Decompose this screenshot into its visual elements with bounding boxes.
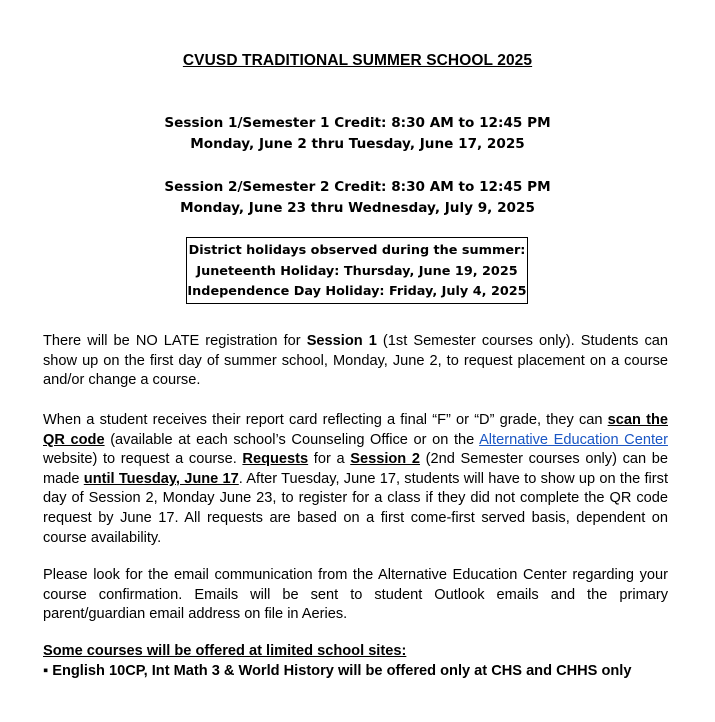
paragraph-line: day of Session 2, Monday June 23, to register for a class if they did not complete the QR code bbox=[43, 490, 668, 507]
bullet-icon: ▪ bbox=[43, 663, 49, 679]
deadline-emphasis: until Tuesday, June 17 bbox=[83, 470, 239, 487]
late-registration-paragraph bbox=[43, 332, 668, 391]
paragraph-line: There will be NO LATE registration for Session 1 (1st Semester courses only). Students can bbox=[43, 333, 669, 349]
requests-emphasis: Requests bbox=[242, 451, 309, 468]
paragraph-line: QR code (available at each school’s Counseling Office or on the Alternative Education Center bbox=[43, 431, 668, 448]
qr-request-paragraph bbox=[43, 411, 668, 548]
holidays-box bbox=[186, 237, 528, 304]
paragraph-line: parent/guardian email address on file in Aeries. bbox=[43, 606, 348, 623]
email-confirmation-paragraph bbox=[43, 566, 668, 625]
session-1-time: Session 1/Semester 1 Credit: 8:30 AM to 12:45 PM bbox=[164, 115, 551, 131]
paragraph-line: course availability. bbox=[43, 529, 162, 546]
alternative-education-center-link[interactable]: Alternative Education Center bbox=[479, 431, 668, 448]
limited-sites-heading: Some courses will be offered at limited school sites: bbox=[43, 643, 407, 659]
independence-day-holiday: Independence Day Holiday: Friday, July 4, 2025 bbox=[187, 284, 527, 299]
session-2-time: Session 2/Semester 2 Credit: 8:30 AM to 12:45 PM bbox=[164, 179, 551, 195]
session-2-dates: Monday, June 23 thru Wednesday, July 9, 2025 bbox=[180, 200, 535, 216]
page-title: CVUSD TRADITIONAL SUMMER SCHOOL 2025 bbox=[182, 52, 533, 69]
paragraph-line: request by June 17. All requests are based on a first come-first served basis, dependent on bbox=[43, 509, 668, 526]
paragraph-line: and/or change a course. bbox=[43, 372, 201, 389]
session-2-block bbox=[0, 177, 715, 219]
juneteenth-holiday: Juneteenth Holiday: Thursday, June 19, 2025 bbox=[196, 263, 518, 279]
limited-sites-list-item: ▪ English 10CP, Int Math 3 & World History will be offered only at CHS and CHHS only bbox=[43, 663, 632, 679]
session-2-emphasis: Session 2 bbox=[350, 451, 420, 468]
paragraph-line: website) to request a course. Requests for a Session 2 (2nd Semester courses only) can be bbox=[43, 451, 669, 468]
scan-the-emphasis: scan the bbox=[607, 412, 668, 428]
paragraph-line: made until Tuesday, June 17. After Tuesday, June 17, students will have to show up on the first bbox=[43, 470, 668, 487]
qr-code-emphasis: QR code bbox=[43, 431, 105, 448]
session-1-block bbox=[0, 113, 715, 155]
paragraph-line: When a student receives their report card reflecting a final “F” or “D” grade, they can scan the bbox=[43, 412, 668, 428]
paragraph-line: show up on the first day of summer school, Monday, June 2, to request placement on a course bbox=[43, 352, 668, 369]
paragraph-line: Please look for the email communication from the Alternative Education Center regarding your bbox=[43, 567, 668, 583]
paragraph-line: course confirmation. Emails will be sent to student Outlook emails and the primary bbox=[43, 586, 668, 603]
holidays-heading: District holidays observed during the summer: bbox=[188, 243, 526, 258]
session-1-emphasis: Session 1 bbox=[306, 333, 377, 349]
session-1-dates: Monday, June 2 thru Tuesday, June 17, 2025 bbox=[190, 136, 525, 152]
